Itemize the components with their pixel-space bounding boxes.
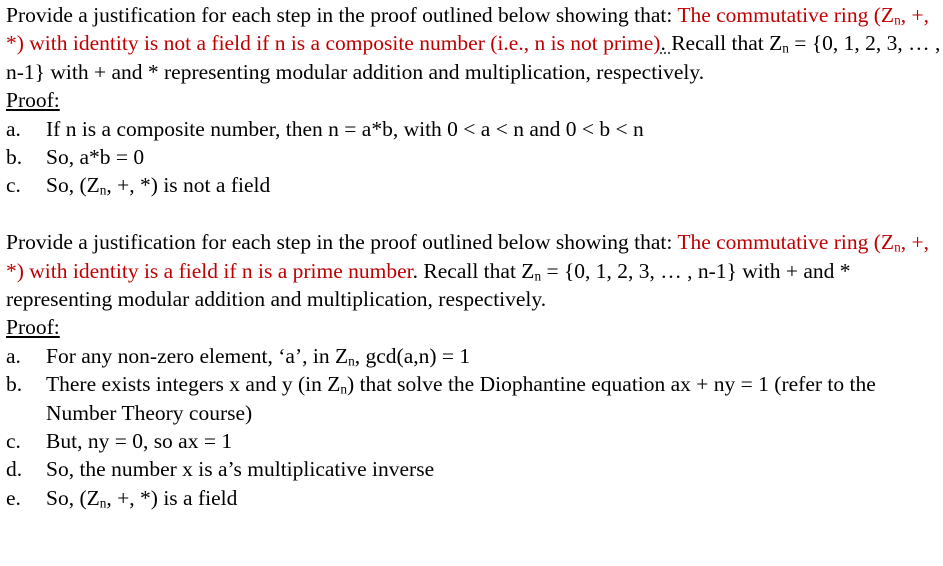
step-text (46, 143, 943, 171)
section1-claim-start: The commutative ring (Z (677, 3, 895, 27)
section1-step-a (6, 115, 943, 143)
step-text (46, 115, 943, 143)
section2-step-a (6, 342, 943, 370)
step-marker: c. (6, 173, 21, 198)
section2-intro-text: Provide a justification for each step in the proof outlined below showing that: (6, 230, 678, 255)
step-text-start: But, ny = 0, so ax = 1 (46, 429, 233, 454)
section2-proof-heading (6, 313, 943, 341)
section2-recall-subscript: n (534, 268, 542, 284)
section1-dots: . (660, 31, 672, 56)
step-marker: e. (6, 485, 21, 510)
section-spacer (6, 200, 943, 228)
section1-intro (6, 1, 943, 86)
section1-claim-subscript: n (894, 12, 901, 28)
section1-intro-text: Provide a justification for each step in the proof outlined below showing that: (6, 3, 678, 27)
section2-step-e (6, 484, 943, 512)
step-text-start: So, a*b = 0 (46, 145, 145, 170)
section2-step-d (6, 455, 943, 483)
step-text-subscript: n (348, 353, 355, 369)
step-text-start: So, the number x is a’s multiplicative inverse (46, 457, 435, 482)
step-text-start: There exists integers x and y (in Z (46, 372, 341, 397)
step-text (46, 171, 943, 199)
step-text (46, 455, 943, 483)
step-text-start: So, (Z (46, 173, 100, 198)
step-text-end: , +, *) is not a field (106, 173, 271, 198)
step-text-subscript: n (99, 182, 107, 198)
section1-claim-end: , +, *) with identity is not a field if n is a composite number (i.e., n is not prime) (6, 3, 930, 56)
section2-step-b (6, 370, 943, 427)
section2-claim-start: The commutative ring (Z (677, 230, 895, 255)
step-marker: b. (6, 145, 23, 170)
section1-step-c (6, 171, 943, 199)
step-marker: a. (6, 116, 21, 141)
step-text-start: If n is a composite number, then n = a*b, with 0 < a < n and 0 < b < n (46, 116, 644, 141)
step-text (46, 484, 943, 512)
section2-intro (6, 228, 943, 313)
step-marker: b. (6, 372, 23, 397)
step-text-end: , +, *) is a field (106, 485, 238, 510)
step-text-start: For any non-zero element, ‘a’, in Z (46, 343, 349, 368)
section2-recall-end: = {0, 1, 2, 3, … , n-1} with + and * representing modular addition and multiplication, respectively. (6, 258, 851, 312)
section1-recall-end: = {0, 1, 2, 3, … , n-1} with + and * representing modular addition and multiplication, respectively. (6, 31, 941, 84)
section1-step-list (6, 115, 943, 200)
section1-step-b (6, 143, 943, 171)
proof-label: Proof: (6, 315, 60, 340)
step-text-subscript: n (340, 381, 348, 397)
step-text-subscript: n (99, 495, 107, 511)
step-text (46, 370, 943, 427)
section2-recall-start: Recall that Z (423, 258, 535, 283)
section2-step-list (6, 342, 943, 512)
section2-dots: . (412, 258, 424, 283)
section1-recall-subscript: n (782, 40, 789, 56)
step-marker: a. (6, 343, 21, 368)
step-text-start: So, (Z (46, 485, 100, 510)
step-text-end: , gcd(a,n) = 1 (354, 343, 471, 368)
step-text (46, 342, 943, 370)
section2-claim-subscript: n (894, 239, 901, 255)
section1-recall-start: Recall that Z (671, 31, 783, 56)
step-marker: c. (6, 429, 21, 454)
step-text (46, 427, 943, 455)
proof-label: Proof: (6, 88, 60, 113)
section1-proof-heading (6, 86, 943, 114)
section2-claim-end: , +, *) with identity is a field if n is a prime number (6, 230, 930, 283)
step-marker: d. (6, 457, 23, 482)
step-text-end: ) that solve the Diophantine equation ax + ny = 1 (refer to the Number Theory course) (46, 372, 876, 425)
section2-step-c (6, 427, 943, 455)
